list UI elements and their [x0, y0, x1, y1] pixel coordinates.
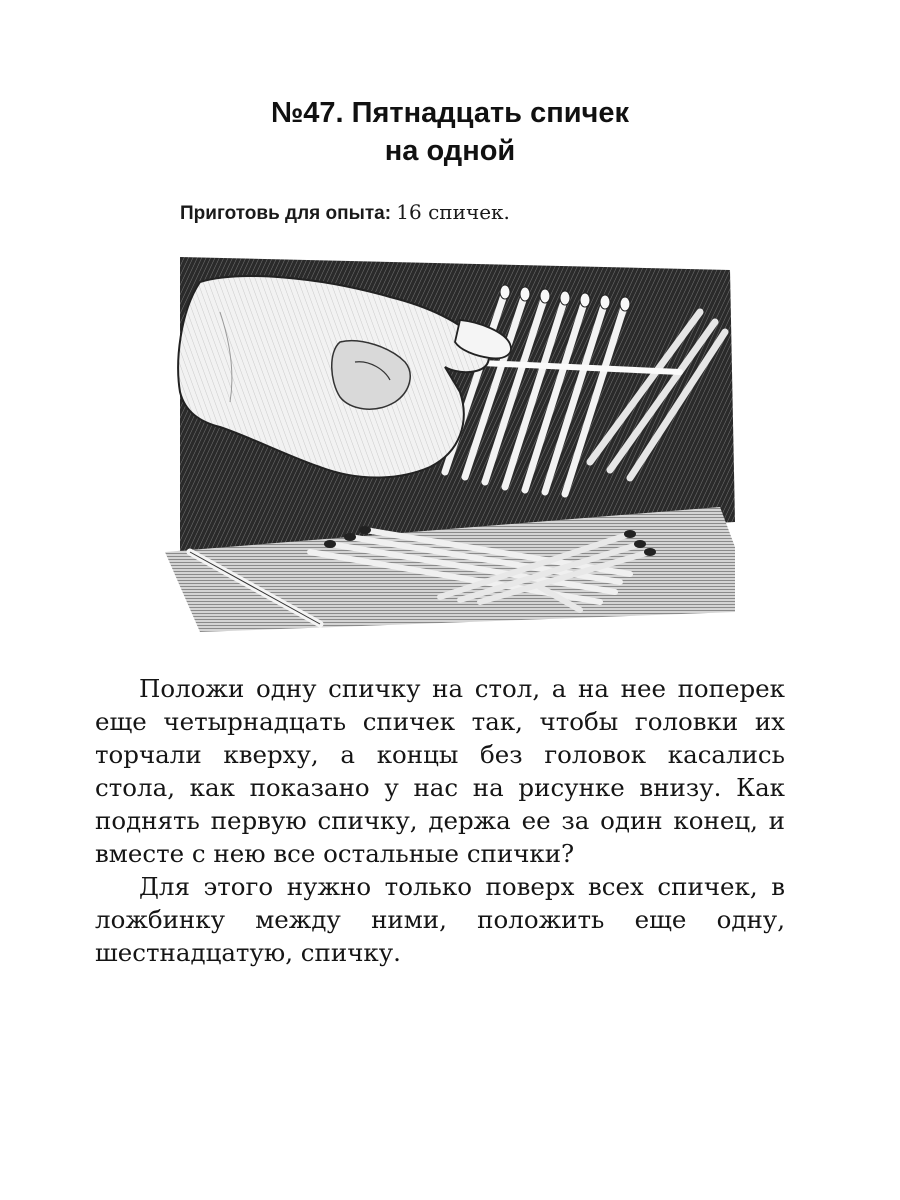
preparation-label: Приготовь для опыта: — [180, 203, 392, 224]
title-line-1: №47. Пятнадцать спичек — [270, 97, 630, 129]
page-title — [0, 94, 900, 170]
body-text — [95, 672, 785, 969]
hand-holding-matches-icon — [160, 252, 740, 642]
preparation-line — [180, 197, 510, 229]
title-line-2: на одной — [384, 135, 516, 167]
paragraph-answer: Для этого нужно только поверх всех спичек, в ложбинку между ними, положить еще одну, шестнадцатую, спичку. — [95, 872, 785, 967]
paragraph-question: Положи одну спичку на стол, а на нее поперек еще четырнадцать спичек так, чтобы головки их торчали кверху, а концы без головок касались стола, как показано у нас на рисунке внизу. Как поднять первую спичку, держа ее за один конец, и вместе с нею все остальные спички? — [95, 674, 785, 868]
preparation-value: 16 спичек. — [396, 200, 510, 224]
